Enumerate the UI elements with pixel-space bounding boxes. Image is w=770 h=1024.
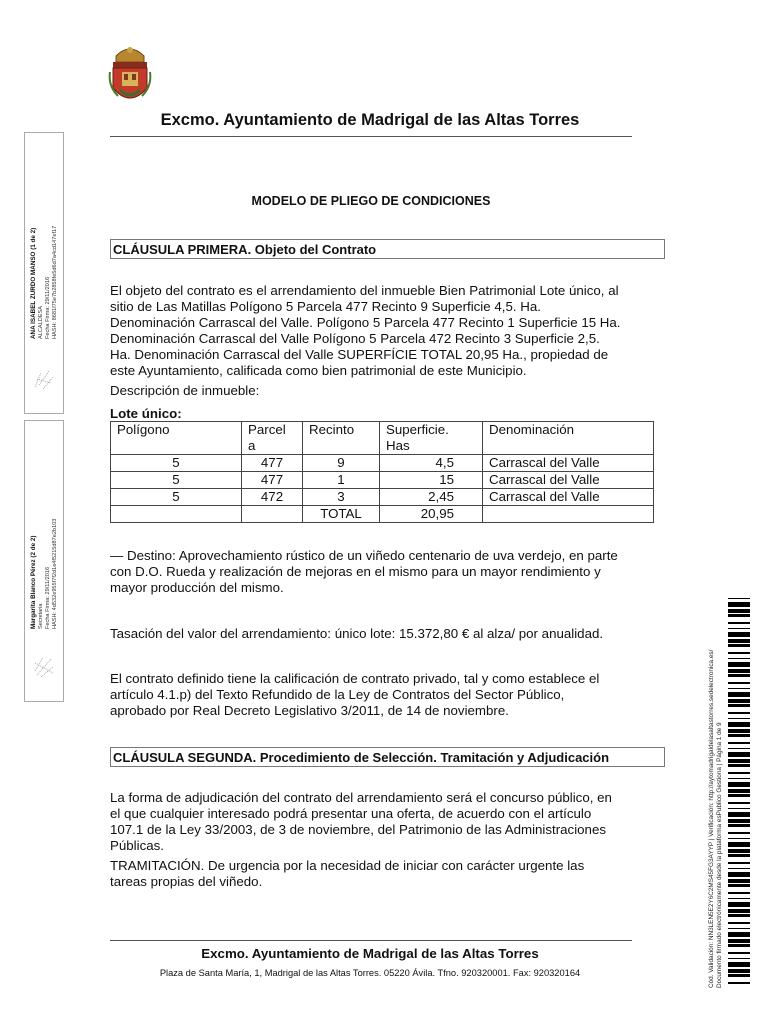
header-superficie [380, 422, 483, 455]
cell-poligono: 5 [111, 489, 242, 506]
cell-recinto: 3 [303, 489, 380, 506]
cell-superficie: 4,5 [380, 455, 483, 472]
signature-2-scribble-icon [31, 653, 57, 679]
header-denominacion: Denominación [483, 422, 654, 455]
signature-2-date: Fecha Firma: 29/11/2016 [45, 566, 51, 629]
cell-parcela: 477 [242, 472, 303, 489]
header-title: Excmo. Ayuntamiento de Madrigal de las Altas Torres [160, 111, 580, 129]
cell-denominacion: Carrascal del Valle [483, 489, 654, 506]
cell-recinto: 1 [303, 472, 380, 489]
destino-paragraph [110, 548, 660, 596]
verification-text [708, 650, 724, 988]
cell-denominacion: Carrascal del Valle [483, 472, 654, 489]
text-line: el que cualquier interesado podrá presentar una oferta, de acuerdo con el artículo [110, 806, 592, 821]
tasacion-paragraph: Tasación del valor del arrendamiento: único lote: 15.372,80 € al alza/ por anualidad. [110, 626, 604, 641]
clause-2-heading: CLÁUSULA SEGUNDA. Procedimiento de Selección. Tramitación y Adjudicación [110, 747, 665, 767]
cell-recinto: 9 [303, 455, 380, 472]
clause-1-body [110, 283, 660, 379]
cell-empty [483, 506, 654, 523]
table-total-row [111, 506, 654, 523]
text-line: TRAMITACIÓN. De urgencia por la necesidad de iniciar con carácter urgente las [110, 858, 585, 873]
text-line: mayor producción del mismo. [110, 580, 284, 595]
cell-superficie: 15 [380, 472, 483, 489]
clause-2-body [110, 790, 660, 854]
signature-1-name: ANA ISABEL ZURDO MANSO (1 de 2) [30, 227, 37, 339]
header-recinto: Recinto [303, 422, 380, 455]
signature-box-2 [24, 420, 64, 702]
cell-empty [111, 506, 242, 523]
signature-box-1 [24, 132, 64, 414]
signature-2-text [30, 519, 59, 629]
text-line: — Destino: Aprovechamiento rústico de un viñedo centenario de uva verdejo, en parte [110, 548, 618, 563]
text-line: con D.O. Rueda y realización de mejoras en el mismo para un mayor rendimiento y [110, 564, 601, 579]
header-superficie-part: Superficie. [386, 422, 449, 437]
signature-1-text [30, 226, 59, 339]
clause-1-heading: CLÁUSULA PRIMERA. Objeto del Contrato [110, 239, 665, 259]
cell-parcela: 477 [242, 455, 303, 472]
total-value: 20,95 [380, 506, 483, 523]
cell-denominacion: Carrascal del Valle [483, 455, 654, 472]
text-line: El objeto del contrato es el arrendamiento del inmueble Bien Patrimonial Lote único, al [110, 283, 619, 298]
description-label: Descripción de inmueble: [110, 383, 260, 398]
footer-title: Excmo. Ayuntamiento de Madrigal de las Altas Torres [201, 946, 539, 961]
signature-1-date: Fecha Firma: 29/11/2016 [45, 276, 51, 339]
verification-line-1: Cód. Validación: NN3LEN5E2Y6C2MS45FG3AYYP | Verificación: http://aytomadrigaldelasaltastorres.sedelectronica.es/ [708, 649, 715, 988]
text-line: 107.1 de la Ley 33/2003, de 3 de noviembre, del Patrimonio de las Administraciones [110, 822, 606, 837]
text-line: este Ayuntamiento, calificada como bien patrimonial de este Municipio. [110, 363, 527, 378]
signature-1-hash: HASH: 8681f75e7b2858fe5d6d7a4cd147ef17 [52, 225, 58, 339]
lote-label: Lote único: [110, 406, 182, 421]
table-row [111, 455, 654, 472]
signature-1-role: ALCALDESA [38, 306, 44, 339]
text-line: Ha. Denominación Carrascal del Valle SUPERFÍCIE TOTAL 20,95 Ha., propiedad de [110, 347, 609, 362]
lots-table [110, 421, 654, 523]
signature-2-role: Secretaria [38, 603, 44, 629]
signature-2-hash: HASH: 4d532e955f7f2d1e4f5215d87e2b103 [52, 518, 58, 629]
barcode-icon [728, 598, 750, 986]
header-parcela-part: Parcel [248, 422, 286, 437]
text-line: Denominación Carrascal del Valle. Polígono 5 Parcela 477 Recinto 1 Superficie 15 Ha. [110, 315, 621, 330]
cell-poligono: 5 [111, 472, 242, 489]
text-line: El contrato definido tiene la calificación de contrato privado, tal y como establece el [110, 671, 600, 686]
header-parcela-part: a [248, 438, 256, 453]
text-line: artículo 4.1.p) del Texto Refundido de la Ley de Contratos del Sector Público, [110, 687, 565, 702]
cell-parcela: 472 [242, 489, 303, 506]
verification-line-2: Documento firmado electrónicamente desde la plataforma esPublico Gestiona | Página 1 de 9 [716, 722, 723, 988]
signature-1-scribble-icon [31, 367, 57, 393]
footer-address: Plaza de Santa María, 1, Madrigal de las Altas Torres. 05220 Ávila. Tfno. 920320001. Fax: 920320164 [159, 968, 581, 978]
table-row [111, 489, 654, 506]
table-header-row [111, 422, 654, 455]
cell-empty [242, 506, 303, 523]
text-line: sitio de Las Matillas Polígono 5 Parcela 477 Recinto 9 Superficie 4,5. Ha. [110, 299, 541, 314]
text-line: Denominación Carrascal del Valle Polígono 5 Parcela 472 Recinto 3 Superficie 2,5. [110, 331, 600, 346]
header-parcela [242, 422, 303, 455]
calificacion-paragraph [110, 671, 660, 719]
total-label: TOTAL [303, 506, 380, 523]
footer-rule [110, 940, 632, 941]
document-title: MODELO DE PLIEGO DE CONDICIONES [251, 194, 491, 208]
text-line: aprobado por Real Decreto Legislativo 3/2011, de 14 de noviembre. [110, 703, 509, 718]
text-line: La forma de adjudicación del contrato del arrendamiento será el concurso público, en [110, 790, 612, 805]
signature-2-name: Margarita Blanco Pérez (2 de 2) [30, 535, 37, 629]
text-line: Públicas. [110, 838, 164, 853]
tramitacion-paragraph [110, 858, 660, 890]
coat-of-arms-icon [108, 42, 152, 112]
header-rule [110, 136, 632, 137]
text-line: tareas propias del viñedo. [110, 874, 263, 889]
header-poligono: Polígono [111, 422, 242, 455]
cell-poligono: 5 [111, 455, 242, 472]
table-row [111, 472, 654, 489]
header-superficie-part: Has [386, 438, 410, 453]
cell-superficie: 2,45 [380, 489, 483, 506]
